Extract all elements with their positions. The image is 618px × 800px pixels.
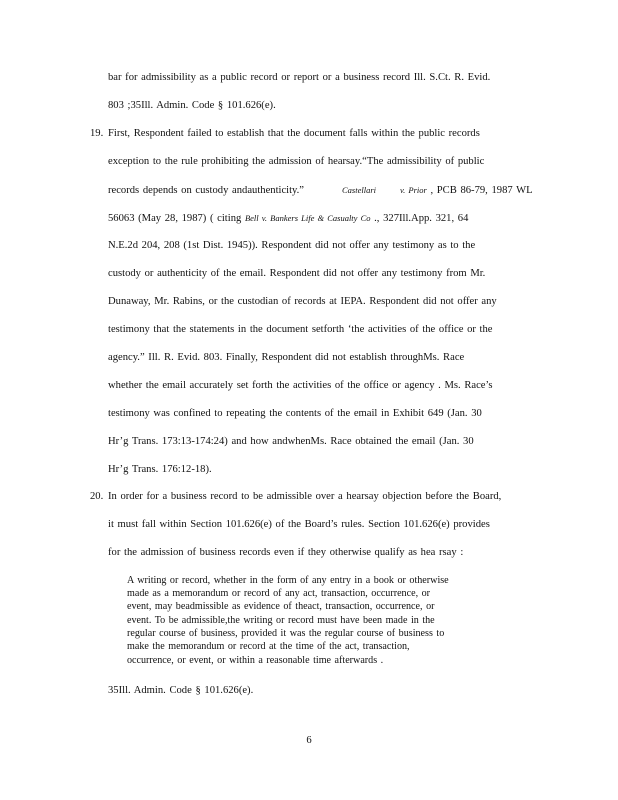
p19-line-3-tail: , PCB 86-79, 1987 WL bbox=[426, 185, 533, 196]
case-name-v-prior: v. Prior bbox=[400, 185, 427, 195]
quote-line-5: regular course of business, provided it was the regular course of business to bbox=[127, 628, 445, 639]
paragraph-number-19: 19. bbox=[90, 128, 104, 139]
case-name-bell: Bell v. Bankers Life & Casualty Co bbox=[244, 213, 371, 223]
page-number: 6 bbox=[306, 735, 312, 746]
p19-line-10: whether the email accurately set forth the activities of the office or agency . Ms. Race’s bbox=[108, 380, 493, 391]
case-name-castellari: Castellari bbox=[342, 185, 377, 195]
p20-line-2: it must fall within Section 101.626(e) of the Board’s rules. Section 101.626(e) provides bbox=[108, 519, 490, 530]
p19-line-1: First, Respondent failed to establish that the document falls within the public records bbox=[108, 128, 480, 139]
after-quote-citation: 35Ill. Admin. Code § 101.626(e). bbox=[108, 685, 254, 696]
p19-line-9: agency.” Ill. R. Evid. 803. Finally, Respondent did not establish throughMs. Race bbox=[108, 352, 465, 363]
p19-line-4-tail: ., 327Ill.App. 321, 64 bbox=[370, 213, 469, 224]
p19-line-7: Dunaway, Mr. Rabins, or the custodian of records at IEPA. Respondent did not offer any bbox=[108, 296, 497, 307]
quote-line-3: event, may beadmissible as evidence of theact, transaction, occurrence, or bbox=[127, 601, 435, 612]
p19-line-13: Hr’g Trans. 176:12-18). bbox=[108, 464, 212, 475]
quote-line-2: made as a memorandum or record of any act, transaction, occurrence, or bbox=[127, 588, 431, 599]
p19-line-3 bbox=[108, 183, 533, 198]
p19-line-11: testimony was confined to repeating the contents of the email in Exhibit 649 (Jan. 30 bbox=[108, 408, 482, 419]
p19-line-8: testimony that the statements in the document setforth ‘the activities of the office or the bbox=[108, 324, 493, 335]
p19-line-4 bbox=[108, 211, 468, 226]
quote-line-7: occurrence, or event, or within a reasonable time afterwards . bbox=[127, 655, 384, 666]
paragraph-number-20: 20. bbox=[90, 491, 104, 502]
intro-line-2: 803 ;35Ill. Admin. Code § 101.626(e). bbox=[108, 100, 276, 111]
quote-line-6: make the memorandum or record at the time of the act, transaction, bbox=[127, 641, 410, 652]
p19-line-6: custody or authenticity of the email. Respondent did not offer any testimony from Mr. bbox=[108, 268, 486, 279]
p20-line-3: for the admission of business records even if they otherwise qualify as hea rsay : bbox=[108, 547, 464, 558]
intro-line-1: bar for admissibility as a public record or report or a business record Ill. S.Ct. R. Evid. bbox=[108, 72, 491, 83]
quote-line-1: A writing or record, whether in the form of any entry in a book or otherwise bbox=[127, 575, 449, 586]
p19-line-3-text: records depends on custody andauthenticity.” bbox=[108, 185, 305, 196]
p19-line-5: N.E.2d 204, 208 (1st Dist. 1945)). Respondent did not offer any testimony as to the bbox=[108, 240, 476, 251]
p19-line-2: exception to the rule prohibiting the admission of hearsay.“The admissibility of public bbox=[108, 156, 485, 167]
quote-line-4: event. To be admissible,the writing or record must have been made in the bbox=[127, 615, 435, 626]
p20-line-1: In order for a business record to be admissible over a hearsay objection before the Board, bbox=[108, 491, 502, 502]
p19-line-4-text: 56063 (May 28, 1987) ( citing bbox=[108, 213, 242, 224]
p19-line-12: Hr’g Trans. 173:13-174:24) and how andwhenMs. Race obtained the email (Jan. 30 bbox=[108, 436, 474, 447]
